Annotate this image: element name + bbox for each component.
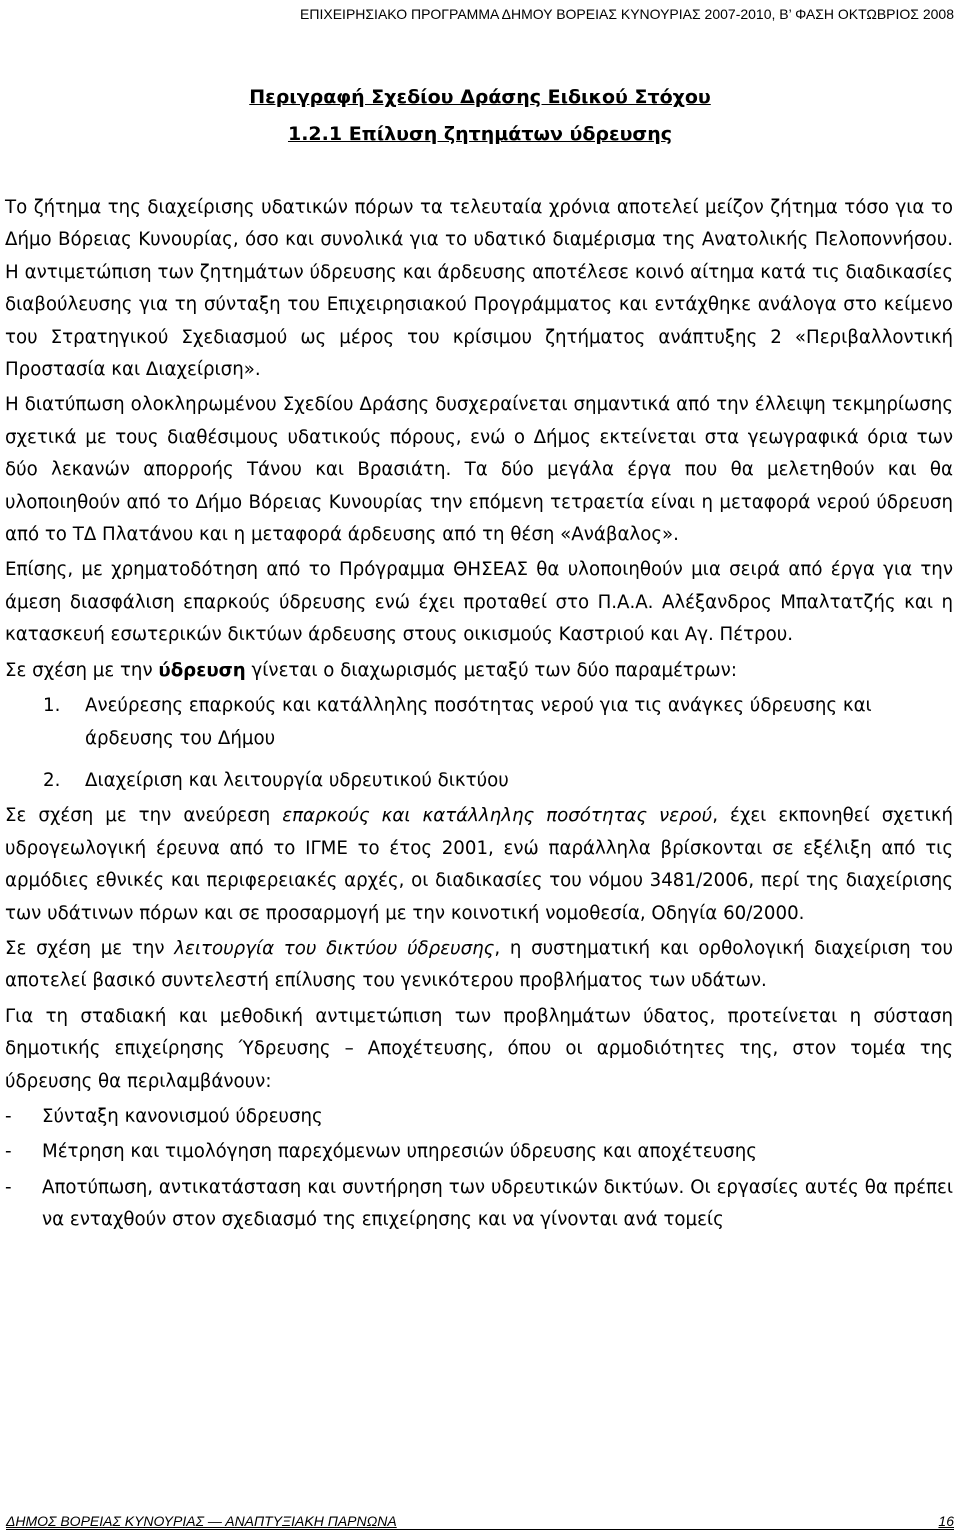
- list-item-text: Διαχείριση και λειτουργία υδρευτικού δικτύου: [85, 769, 509, 791]
- plan-title: Περιγραφή Σχεδίου Δράσης Ειδικού Στόχου: [249, 86, 711, 108]
- list-item: [5, 1172, 953, 1237]
- list-item: [5, 765, 953, 797]
- text-run: Σε σχέση με την: [5, 937, 175, 959]
- text-run: , η συστηματική και ορθολογική διαχείριση του αποτελεί βασικό συντελεστή επίλυσης του γενικότερου προβλήματος των υδάτων.: [5, 937, 954, 992]
- italic-term: επαρκούς και κατάλληλης ποσότητας νερού: [282, 805, 713, 827]
- list-item-text: Ανεύρεσης επαρκούς και κατάλληλης ποσότητας νερού για τις ανάγκες ύδρευσης και άρδευσης του Δήμου: [85, 695, 872, 749]
- bold-term: ύδρευση: [158, 659, 246, 681]
- footer-rule: [6, 1529, 954, 1530]
- paragraph-water-supply-intro: [5, 655, 953, 687]
- text-run: , έχει εκπονηθεί σχετική υδρογεωλογική έρευνα από το ΙΓΜΕ το έτος 2001, ενώ παράλληλα βρίσκονται σε εξέλιξη από τις αρμόδιες εθνικές και περιφερειακές αρχές, οι διαδικασίες του νόμου 3481/2006, περί της διαχείρισης των υδάτινων πόρων και σε προσαρμογή με την κοινοτική νομοθεσία, Οδηγία 60/2000.: [5, 805, 953, 924]
- paragraph-theseas: Επίσης, με χρηματοδότηση από το Πρόγραμμα ΘΗΣΕΑΣ θα υλοποιηθούν μια σειρά από έργα για την άμεση διασφάλιση επαρκούς ύδρευσης ενώ έχει προταθεί στο Π.Α.Α. Αλέξανδρος Μπαλτατζής και η κατασκευή εσωτερικών δικτύων άρδευσης στους οικισμούς Καστριού και Αγ. Πέτρου.: [5, 559, 953, 646]
- list-item: [5, 1101, 953, 1133]
- paragraph-network: [5, 933, 953, 998]
- list-dash: -: [5, 1105, 12, 1127]
- running-header: ΕΠΙΧΕΙΡΗΣΙΑΚΟ ΠΡΟΓΡΑΜΜΑ ΔΗΜΟΥ ΒΟΡΕΙΑΣ ΚΥΝΟΥΡΙΑΣ 2007-2010, Β’ ΦΑΣΗ ΟΚΤΩΒΡΙΟΣ 2008: [300, 6, 954, 22]
- list-item: [5, 1136, 953, 1168]
- italic-term: λειτουργία του δικτύου ύδρευσης: [174, 937, 495, 959]
- paragraph-documentation: Η διατύπωση ολοκληρωμένου Σχεδίου Δράσης δυσχεραίνεται σημαντικά από την έλλειψη τεκμηρίωσης σχετικά με τους διαθέσιμους υδατικούς πόρους, ενώ ο Δήμος εκτείνεται στα γεωγραφικά όρια των δύο λεκανών απορροής Τάνου και Βρασιάτη. Τα δύο μεγάλα έργα που θα μελετηθούν και θα υλοποιηθούν από το Δήμο Βόρειας Κυνουρίας την επόμενη τετραετία είναι η μεταφορά νερού ύδρευση από το ΤΔ Πλατάνου και η μεταφορά άρδευσης από τη θέση «Ανάβαλος».: [5, 394, 953, 546]
- footer-org: ΔΗΜΟΣ ΒΟΡΕΙΑΣ ΚΥΝΟΥΡΙΑΣ — ΑΝΑΠΤΥΞΙΑΚΗ ΠΑΡΝΩΝΑ: [6, 1513, 397, 1529]
- paragraph-intro: Το ζήτημα της διαχείρισης υδατικών πόρων τα τελευταία χρόνια αποτελεί μείζον ζήτημα τόσο για το Δήμο Βόρειας Κυνουρίας, όσο και συνολικά για το υδατικό διαμέρισμα της Ανατολικής Πελοποννήσου. Η αντιμετώπιση των ζητημάτων ύδρευσης και άρδευσης αποτέλεσε κοινό αίτημα κατά τις διαδικασίες διαβούλευσης για τη σύνταξη του Επιχειρησιακού Προγράμματος και εντάχθηκε ανάλογα στο κείμενο του Στρατηγικού Σχεδιασμού ως μέρος του κρίσιμου ζητήματος ανάπτυξης 2 «Περιβαλλοντική Προστασία και Διαχείριση».: [5, 197, 953, 381]
- list-number: 2.: [43, 769, 61, 791]
- document-body: [5, 192, 953, 1237]
- list-item-text: Αποτύπωση, αντικατάσταση και συντήρηση των υδρευτικών δικτύων. Οι εργασίες αυτές θα πρέπει να ενταχθούν στον σχεδιασμό της επιχείρησης και να γίνονται ανά τομείς: [42, 1176, 953, 1231]
- paragraph-research: [5, 800, 953, 930]
- list-number: 1.: [43, 695, 61, 717]
- text-run: γίνεται ο διαχωρισμός μεταξύ των δύο παραμέτρων:: [245, 659, 737, 681]
- paragraph-municipal-company: Για τη σταδιακή και μεθοδική αντιμετώπιση των προβλημάτων ύδατος, προτείνεται η σύσταση δημοτικής επιχείρησης Ύδρευσης – Αποχέτευσης, όπου οι αρμοδιότητες της, στον τομέα της ύδρευσης θα περιλαμβάνουν:: [5, 1005, 953, 1092]
- text-run: Σε σχέση με την ανεύρεση: [5, 805, 283, 827]
- list-item-text: Σύνταξη κανονισμού ύδρευσης: [42, 1105, 323, 1127]
- text-run: Σε σχέση με την: [5, 659, 159, 681]
- list-dash: -: [5, 1141, 12, 1163]
- list-item-text: Μέτρηση και τιμολόγηση παρεχόμενων υπηρεσιών ύδρευσης και αποχέτευσης: [42, 1141, 757, 1163]
- page-footer: [0, 1513, 960, 1533]
- page-number: 16: [938, 1513, 954, 1529]
- list-item: [5, 690, 953, 755]
- objective-title: 1.2.1 Επίλυση ζητημάτων ύδρευσης: [287, 123, 673, 145]
- list-dash: -: [5, 1176, 12, 1198]
